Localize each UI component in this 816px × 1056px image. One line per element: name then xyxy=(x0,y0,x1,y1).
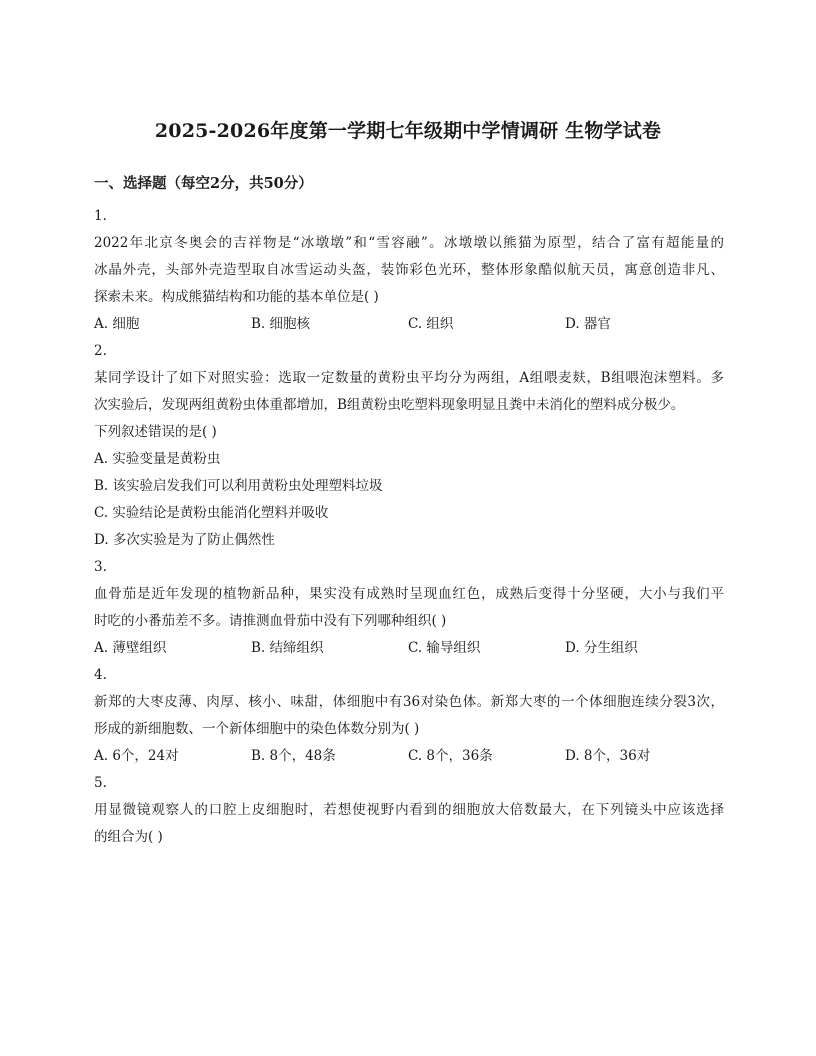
option-d: D. 8个，36对 xyxy=(565,748,651,764)
option-c: C. 实验结论是黄粉虫能消化塑料并吸收 xyxy=(94,505,329,521)
question-stem-line: 血骨茄是近年发现的植物新品种，果实没有成熟时呈现血红色，成熟后变得十分坚硬，大小与我们平 xyxy=(94,586,724,602)
exam-title: 2025-2026年度第一学期七年级期中学情调研 生物学试卷 xyxy=(154,120,662,142)
option-d: D. 分生组织 xyxy=(565,640,638,656)
question-stem-line: 下列叙述错误的是( ) xyxy=(94,424,217,440)
question-stem-line: 用显微镜观察人的口腔上皮细胞时，若想使视野内看到的细胞放大倍数最大，在下列镜头中应该选择 xyxy=(94,802,724,818)
question-stem-line: 2022年北京冬奥会的吉祥物是“冰墩墩”和“雪容融”。冰墩墩以熊猫为原型，结合了富有超能量的 xyxy=(94,235,724,251)
option-c: C. 输导组织 xyxy=(408,640,481,656)
question-stem-line: 冰晶外壳，头部外壳造型取自冰雪运动头盔，装饰彩色光环，整体形象酷似航天员，寓意创造非凡、 xyxy=(94,262,724,278)
option-c: C. 8个，36条 xyxy=(408,748,493,764)
question-number: 5. xyxy=(94,775,107,791)
option-a: A. 实验变量是黄粉虫 xyxy=(94,451,221,467)
question-stem-line: 新郑的大枣皮薄、肉厚、核小、味甜，体细胞中有36对染色体。新郑大枣的一个体细胞连续分裂3次， xyxy=(94,694,724,710)
question-number: 3. xyxy=(94,559,107,575)
question-number: 4. xyxy=(94,667,107,683)
options-row xyxy=(94,311,724,338)
options-row xyxy=(94,635,724,662)
question-stem-line: 次实验后，发现两组黄粉虫体重都增加，B组黄粉虫吃塑料现象明显且粪中未消化的塑料成分极少。 xyxy=(94,397,685,413)
question-number: 1. xyxy=(94,208,107,224)
option-b: B. 该实验启发我们可以利用黄粉虫处理塑料垃圾 xyxy=(94,478,383,494)
question-number: 2. xyxy=(94,343,107,359)
question-stem-line: 探索未来。构成熊猫结构和功能的基本单位是( ) xyxy=(94,289,379,305)
question-2 xyxy=(94,338,724,554)
option-b: B. 结缔组织 xyxy=(251,640,324,656)
option-a: A. 薄壁组织 xyxy=(94,640,167,656)
question-stem-line: 形成的新细胞数、一个新体细胞中的染色体数分别为( ) xyxy=(94,721,420,737)
option-a: A. 6个，24对 xyxy=(94,748,179,764)
question-stem-line: 的组合为( ) xyxy=(94,829,163,845)
option-d: D. 器官 xyxy=(565,316,611,332)
question-stem-line: 时吃的小番茄差不多。请推测血骨茄中没有下列哪种组织( ) xyxy=(94,613,447,629)
question-3 xyxy=(94,554,724,662)
option-d: D. 多次实验是为了防止偶然性 xyxy=(94,532,275,548)
option-b: B. 细胞核 xyxy=(251,316,311,332)
question-stem-line: 某同学设计了如下对照实验：选取一定数量的黄粉虫平均分为两组，A组喂麦麸，B组喂泡沫塑料。多 xyxy=(94,370,724,386)
section-heading: 一、选择题（每空2分，共50分） xyxy=(94,175,313,192)
option-c: C. 组织 xyxy=(408,316,454,332)
option-a: A. 细胞 xyxy=(94,316,140,332)
question-4 xyxy=(94,662,724,770)
question-5 xyxy=(94,770,724,851)
question-list xyxy=(94,203,724,851)
question-1 xyxy=(94,203,724,338)
option-b: B. 8个，48条 xyxy=(251,748,336,764)
options-row xyxy=(94,743,724,770)
